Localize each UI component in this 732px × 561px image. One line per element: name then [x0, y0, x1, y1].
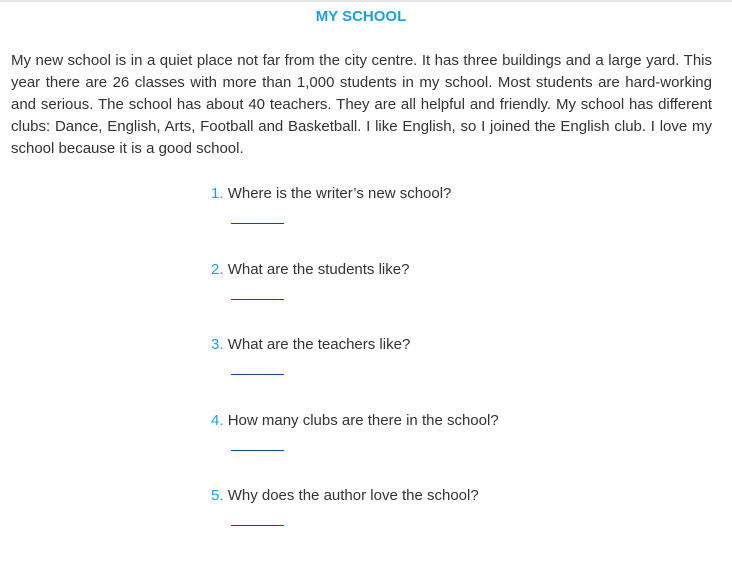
question-number: 3.: [211, 336, 224, 353]
question-list: [211, 183, 499, 561]
question-text: What are the teachers like?: [227, 336, 411, 353]
question-number: 5.: [211, 487, 224, 504]
question-item: [211, 410, 499, 486]
question-text: How many clubs are there in the school?: [227, 411, 499, 429]
answer-blank[interactable]: [231, 299, 284, 300]
question-line: [211, 259, 499, 281]
question-item: [211, 334, 499, 410]
question-number: 2.: [211, 260, 224, 278]
question-text: Why does the author love the school?: [227, 487, 479, 504]
answer-blank[interactable]: [231, 223, 284, 224]
question-number: 1.: [211, 185, 224, 202]
reading-passage: My new school is in a quiet place not far from the city centre. It has three buildings and a large yard. This year there are 26 classes with more than 1,000 students in my school. Most students are hard-working and serious. The school has about 40 teachers. They are all helpful and friendly. My school has different clubs: Dance, English, Arts, Football and Basketball. I like English, so I joined the English club. I love my school because it is a good school.: [11, 52, 712, 157]
question-line: [211, 410, 499, 432]
answer-blank[interactable]: [231, 374, 284, 375]
question-item: [211, 485, 499, 561]
answer-blank[interactable]: [231, 525, 284, 526]
question-item: [211, 259, 499, 335]
question-line: [211, 485, 499, 507]
document-title: MY SCHOOL: [315, 8, 407, 25]
question-item: [211, 183, 499, 259]
question-line: [211, 334, 499, 356]
question-text: What are the students like?: [227, 260, 410, 278]
question-text: Where is the writer’s new school?: [227, 185, 452, 202]
top-divider: [0, 0, 732, 2]
answer-blank[interactable]: [231, 450, 284, 451]
question-line: [211, 183, 499, 205]
question-number: 4.: [211, 411, 224, 429]
